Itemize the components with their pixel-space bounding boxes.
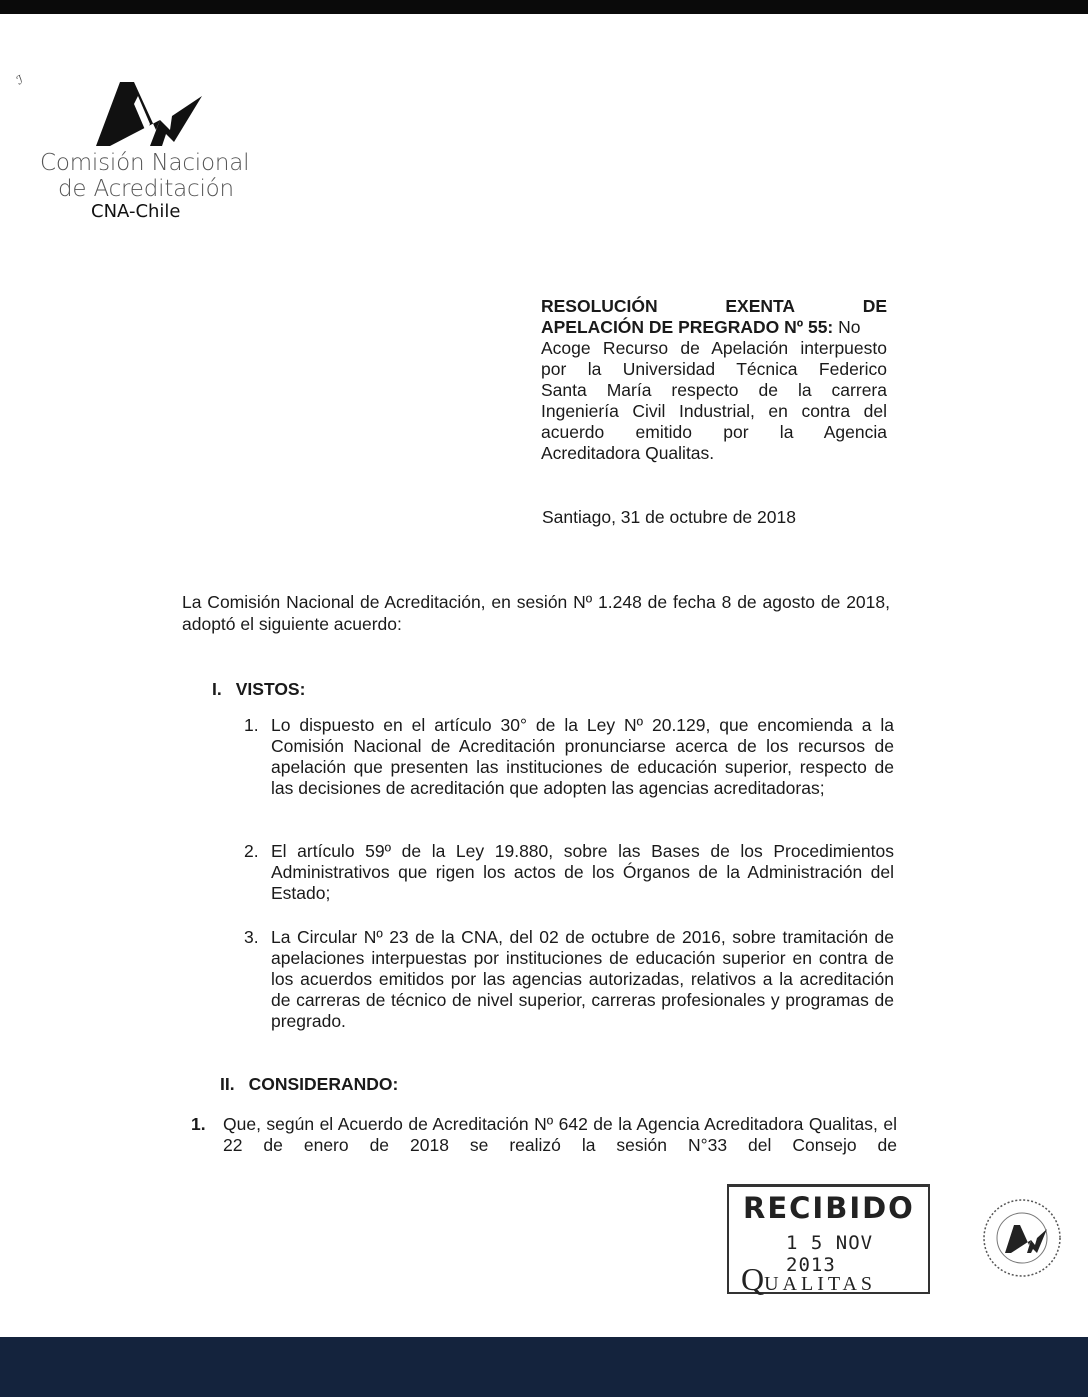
item-number: 1. <box>191 1114 206 1134</box>
section-number: I. <box>212 679 222 699</box>
stamp-name-rest: UALITAS <box>764 1273 877 1295</box>
summary-line: Santa María respecto de la carrera <box>541 380 887 400</box>
summary-line: Ingeniería Civil Industrial, en contra del <box>541 401 887 421</box>
stamp-name <box>741 1261 876 1298</box>
summary-line: acuerdo emitido por la Agencia <box>541 422 887 442</box>
scan-top-border <box>0 0 1088 14</box>
item-text: La Circular Nº 23 de la CNA, del 02 de octubre de 2016, sobre tramitación de apelaciones interpuestas por instituciones de educación superior en contra de los acuerdos emitidos por las agencias autorizadas, relativos a la acreditación de carreras de técnico de nivel superior, carreras profesionales y programas de pregrado. <box>271 927 894 1031</box>
stamp-date: 1 5 NOV 2013 <box>786 1232 874 1276</box>
received-stamp <box>727 1184 930 1297</box>
section-title: CONSIDERANDO: <box>248 1074 399 1094</box>
item-number: 1. <box>244 715 259 735</box>
title-word-3: DE <box>862 296 887 316</box>
section-vistos-heading <box>212 679 305 700</box>
summary-line: por la Universidad Técnica Federico <box>541 359 887 379</box>
item-text: El artículo 59º de la Ley 19.880, sobre las Bases de los Procedimientos Administrativos que rigen los actos de los Órganos de la Administración del Estado; <box>271 841 894 903</box>
stamp-name-initial: Q <box>741 1261 765 1297</box>
summary-line: Acoge Recurso de Apelación interpuesto <box>541 338 887 358</box>
cna-logo-icon <box>90 80 210 148</box>
item-number: 3. <box>244 927 259 947</box>
section-number: II. <box>220 1074 235 1094</box>
title-word-1: RESOLUCIÓN <box>541 296 658 316</box>
round-seal <box>981 1197 1063 1279</box>
resolution-title <box>541 296 887 464</box>
section-considerando-heading <box>220 1074 398 1095</box>
scan-bottom-border <box>0 1337 1088 1397</box>
scan-mark: ℐ <box>14 72 25 88</box>
title-line-1 <box>541 296 887 317</box>
intro-paragraph: La Comisión Nacional de Acreditación, en sesión Nº 1.248 de fecha 8 de agosto de 2018, adoptó el siguiente acuerdo: <box>182 592 890 634</box>
summary-line: Acreditadora Qualitas. <box>541 443 715 463</box>
title-rest: No <box>833 317 861 337</box>
item-text: Que, según el Acuerdo de Acreditación Nº 642 de la Agencia Acreditadora Qualitas, el 22 de enero de 2018 se realizó la sesión N°33 del Consejo de <box>223 1114 897 1155</box>
title-bold: APELACIÓN DE PREGRADO Nº 55: <box>541 317 834 337</box>
title-word-2: EXENTA <box>725 296 796 316</box>
title-line-2 <box>541 317 887 338</box>
document-date: Santiago, 31 de octubre de 2018 <box>542 507 796 527</box>
logo-line-3: CNA-Chile <box>91 201 181 222</box>
item-text: Lo dispuesto en el artículo 30° de la Ley Nº 20.129, que encomienda a la Comisión Nacional de Acreditación pronunciarse acerca de los recursos de apelación que presenten las instituciones de educación superior, respecto de las decisiones de acreditación que adopten las agencias acreditadoras; <box>271 715 894 798</box>
logo-line-1: Comisión Nacional <box>40 150 250 176</box>
section-title: VISTOS: <box>235 679 306 699</box>
stamp-title: RECIBIDO <box>743 1191 915 1225</box>
logo-line-2: de Acreditación <box>58 176 234 202</box>
item-number: 2. <box>244 841 259 861</box>
